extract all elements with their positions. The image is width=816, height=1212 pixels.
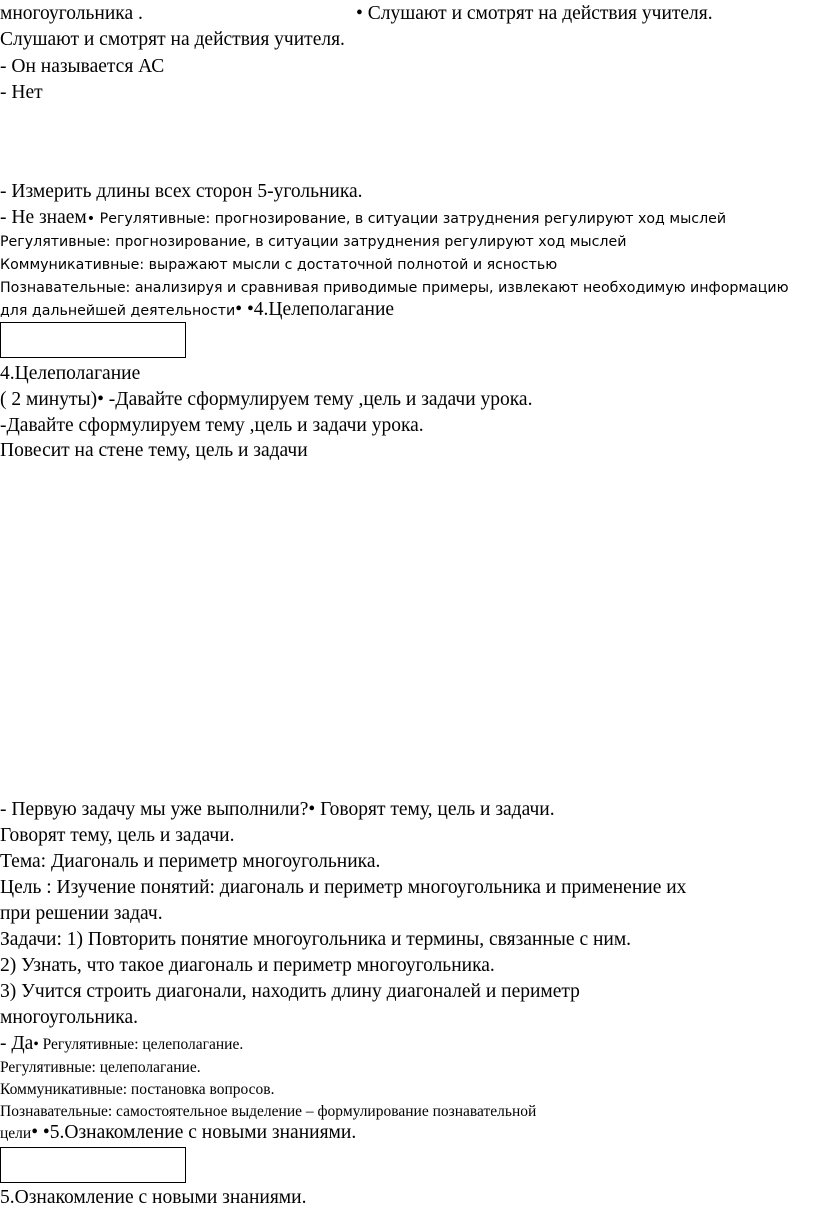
blank-cell-box — [0, 1147, 186, 1183]
text-fragment: • Слушают и смотрят на действия учителя. — [356, 3, 713, 24]
text-line: - Измерить длины всех сторон 5-угольника. — [0, 181, 363, 202]
text-fragment: • Говорят тему, цель и задачи. — [308, 799, 555, 820]
text-line — [0, 388, 532, 412]
text-line — [0, 2, 143, 26]
text-line — [0, 1032, 243, 1057]
text-line: Цель : Изучение понятий: диагональ и периметр многоугольника и применение их — [0, 877, 687, 898]
text-line: Повесит на стене тему, цель и задачи — [0, 440, 308, 461]
text-line: Регулятивные: прогнозирование, в ситуации затруднения регулируют ход мыслей — [0, 234, 627, 250]
text-fragment: - Первую задачу мы уже выполнили? — [0, 799, 309, 820]
text-fragment: для дальнейшей деятельности — [0, 303, 236, 319]
text-line: Говорят тему, цель и задачи. — [0, 825, 235, 846]
text-line: Познавательные: анализируя и сравнивая приводимые примеры, извлекают необходимую информацию — [0, 280, 789, 296]
blank-cell-box — [0, 322, 186, 358]
text-line: - Он называется АС — [0, 56, 165, 77]
text-line: Познавательные: самостоятельное выделение – формулирование познавательной — [0, 1103, 537, 1120]
text-line: Слушают и смотрят на действия учителя. — [0, 29, 345, 50]
text-line: 3) Учится строить диагонали, находить длину диагоналей и периметр — [0, 981, 580, 1002]
text-fragment: • Регулятивные: целеполагание. — [33, 1036, 244, 1053]
text-line: Регулятивные: целеполагание. — [0, 1059, 201, 1076]
text-fragment: - Не знаем — [0, 207, 87, 228]
text-line: Коммуникативные: выражают мысли с достаточной полнотой и ясностью — [0, 257, 558, 273]
text-fragment: • -Давайте сформулируем тему ,цель и задачи урока. — [97, 389, 533, 410]
text-line — [0, 299, 394, 322]
text-line: многоугольника. — [0, 1007, 139, 1028]
text-line: -Давайте сформулируем тему ,цель и задачи урока. — [0, 415, 424, 436]
text-line: 5.Ознакомление с новыми знаниями. — [0, 1187, 307, 1208]
text-line: 2) Узнать, что такое диагональ и периметр многоугольника. — [0, 955, 495, 976]
text-line: - Нет — [0, 82, 43, 103]
text-fragment: • •5.Ознакомление с новыми знаниями. — [31, 1122, 357, 1143]
text-line — [0, 1122, 356, 1145]
text-fragment: ( 2 минуты) — [0, 389, 98, 410]
text-line: Тема: Диагональ и периметр многоугольника. — [0, 851, 381, 872]
text-line — [356, 2, 713, 26]
text-fragment: • •4.Целеполагание — [235, 299, 395, 320]
text-fragment: многоугольника . — [0, 3, 143, 24]
text-fragment: • Регулятивные: прогнозирование, в ситуации затруднения регулируют ход мыслей — [86, 211, 727, 227]
text-line: при решении задач. — [0, 903, 163, 924]
text-line — [0, 798, 555, 822]
text-line — [0, 206, 726, 230]
text-fragment: - Да — [0, 1033, 34, 1054]
text-line: Задачи: 1) Повторить понятие многоугольника и термины, связанные с ним. — [0, 929, 632, 950]
text-line: 4.Целеполагание — [0, 363, 141, 384]
text-fragment: цели — [0, 1125, 32, 1142]
text-line: Коммуникативные: постановка вопросов. — [0, 1081, 275, 1098]
